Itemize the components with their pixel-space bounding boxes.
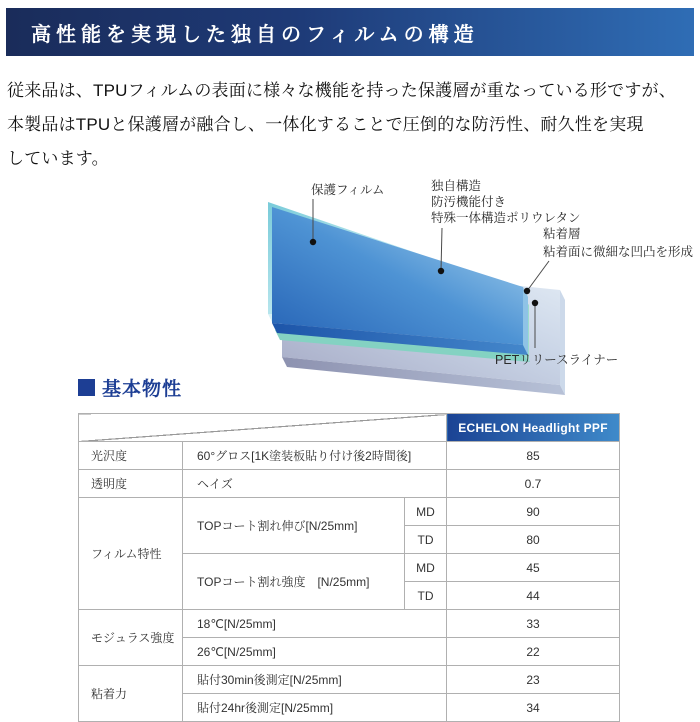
row-test: 貼付24hr後測定[N/25mm]: [183, 694, 447, 722]
label-unique-structure-1: 独自構造: [431, 179, 482, 193]
table-row-adhesion-30min: [79, 666, 620, 694]
header-banner: [6, 8, 694, 56]
table-row-clarity: [79, 470, 620, 498]
direction-label: TD: [405, 526, 447, 554]
table-row-film-elong-md: [79, 498, 620, 526]
row-test: 18℃[N/25mm]: [183, 610, 447, 638]
row-value: 44: [447, 582, 620, 610]
section-heading: [78, 374, 182, 401]
row-test: ヘイズ: [183, 470, 447, 498]
row-category: フィルム特性: [79, 498, 183, 610]
row-value: 45: [447, 554, 620, 582]
section-square-icon: [78, 379, 95, 396]
intro-line: しています。: [7, 149, 109, 168]
direction-label: TD: [405, 582, 447, 610]
label-adhesive-2: 粘着面に微細な凹凸を形成: [543, 245, 694, 259]
basic-properties-table: [78, 413, 620, 722]
label-unique-structure-2: 防汚機能付き: [431, 195, 507, 209]
polyurethane-layer: [272, 207, 528, 355]
table-header-row: [79, 414, 620, 442]
page-title: 高性能を実現した独自のフィルムの構造: [31, 23, 479, 46]
row-category: 透明度: [79, 470, 183, 498]
row-value: 0.7: [447, 470, 620, 498]
row-category: 光沢度: [79, 442, 183, 470]
row-test: 貼付30min後測定[N/25mm]: [183, 666, 447, 694]
table-row-modulus-18: [79, 610, 620, 638]
section-title: 基本物性: [102, 379, 183, 400]
table-corner-cell: [79, 414, 447, 442]
intro-line: 従来品は、TPUフィルムの表面に様々な機能を持った保護層が重なっている形ですが、: [7, 81, 676, 100]
direction-label: MD: [405, 554, 447, 582]
label-adhesive-1: 粘着層: [543, 227, 581, 241]
row-value: 34: [447, 694, 620, 722]
row-value: 22: [447, 638, 620, 666]
row-value: 80: [447, 526, 620, 554]
row-category: 粘着力: [79, 666, 183, 722]
intro-line: 本製品はTPUと保護層が融合し、一体化することで圧倒的な防汚性、耐久性を実現: [7, 115, 644, 134]
direction-label: MD: [405, 498, 447, 526]
product-column-header: ECHELON Headlight PPF: [447, 414, 620, 442]
row-value: 85: [447, 442, 620, 470]
label-pet-liner: PETリリースライナー: [495, 353, 619, 367]
row-category: モジュラス強度: [79, 610, 183, 666]
row-value: 33: [447, 610, 620, 638]
row-value: 23: [447, 666, 620, 694]
row-test: TOPコート割れ強度 [N/25mm]: [183, 554, 405, 610]
row-test: TOPコート割れ伸び[N/25mm]: [183, 498, 405, 554]
label-unique-structure-3: 特殊一体構造ポリウレタン: [431, 211, 581, 225]
row-test: 60°グロス[1K塗装板貼り付け後2時間後]: [183, 442, 447, 470]
table-row-gloss: [79, 442, 620, 470]
label-protective-film: 保護フィルム: [311, 183, 385, 197]
row-value: 90: [447, 498, 620, 526]
intro-paragraph: [7, 74, 697, 176]
row-test: 26℃[N/25mm]: [183, 638, 447, 666]
